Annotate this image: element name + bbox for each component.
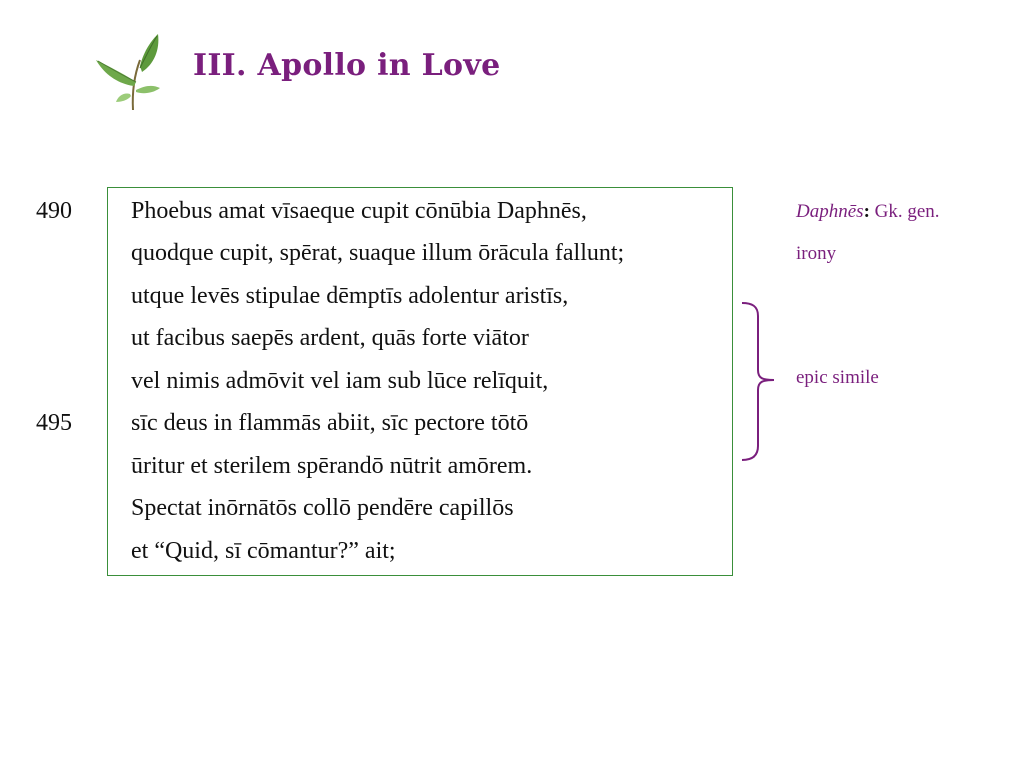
slide-title: III. Apollo in Love	[193, 48, 501, 83]
note-epic-simile: epic simile	[796, 367, 879, 388]
verse-line: quodque cupit, spērat, suaque illum ōrācula fallunt;	[131, 240, 625, 266]
verse-line: Spectat inōrnātōs collō pendēre capillōs	[131, 495, 514, 521]
verse-line: ūritur et sterilem spērandō nūtrit amōrem.	[131, 453, 533, 479]
note-daphnes-term: Daphnēs	[796, 201, 864, 222]
note-daphnes-colon: :	[863, 201, 870, 222]
verse-line: ut facibus saepēs ardent, quās forte viātor	[131, 325, 529, 351]
note-daphnes	[796, 201, 940, 223]
verse-line: sīc deus in flammās abiit, sīc pectore tōtō	[131, 410, 529, 436]
note-daphnes-gloss: Gk. gen.	[869, 201, 940, 222]
curly-brace-icon	[738, 300, 780, 464]
note-irony: irony	[796, 243, 837, 264]
line-number-495: 495	[36, 410, 72, 436]
leaf-sprig-icon	[90, 30, 170, 114]
line-number-490: 490	[36, 198, 72, 224]
verse-line: et “Quid, sī cōmantur?” ait;	[131, 538, 396, 564]
verse-line: vel nimis admōvit vel iam sub lūce relīquit,	[131, 368, 549, 394]
verse-line: utque levēs stipulae dēmptīs adolentur aristīs,	[131, 283, 569, 309]
verse-line: Phoebus amat vīsaeque cupit cōnūbia Daphnēs,	[131, 198, 587, 224]
